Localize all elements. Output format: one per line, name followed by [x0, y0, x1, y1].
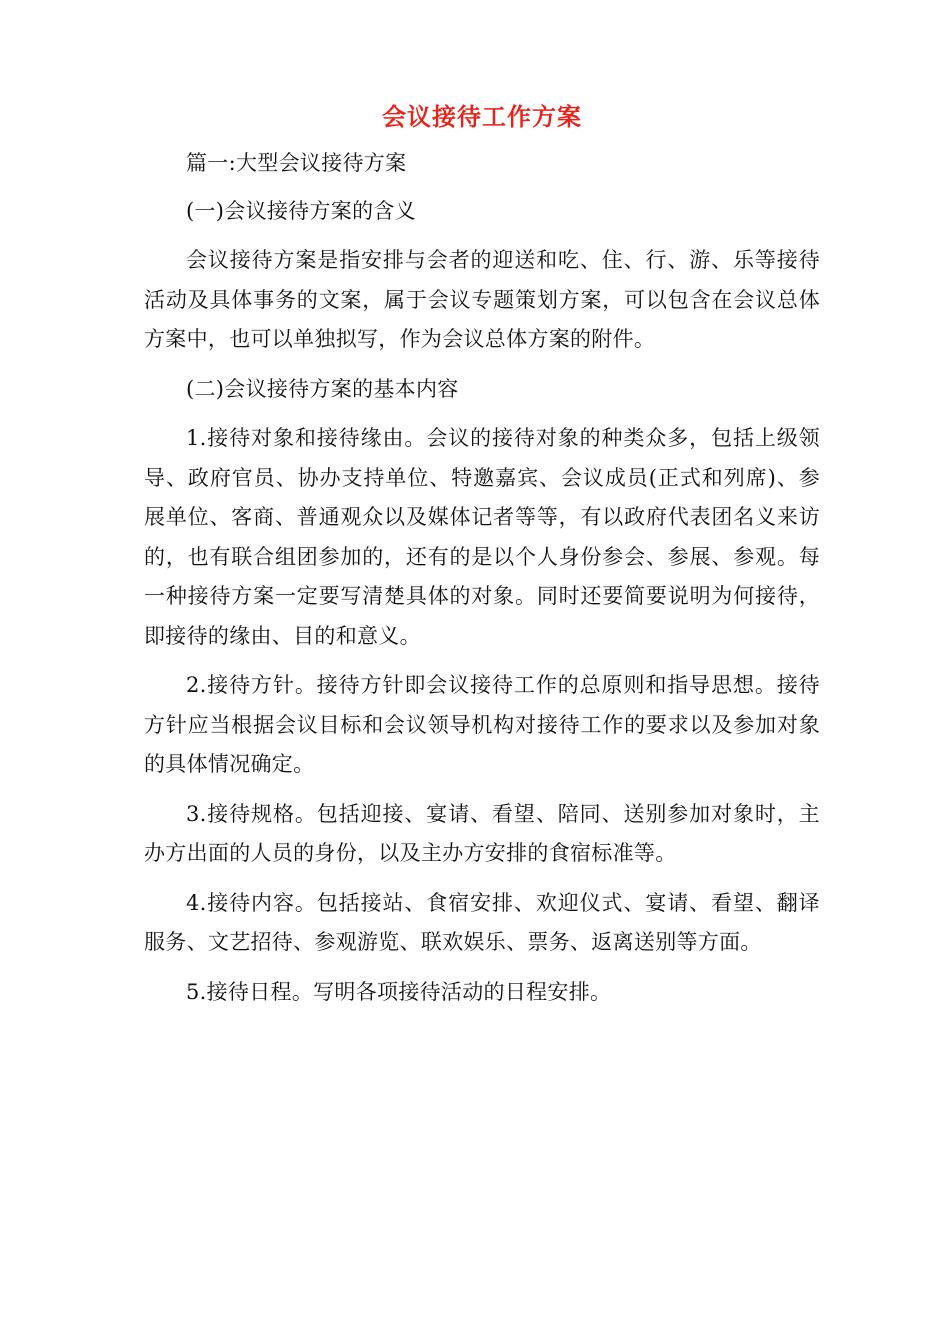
document-title: 会议接待工作方案: [382, 102, 582, 131]
body-paragraph: 5.接待日程。写明各项接待活动的日程安排。: [186, 979, 612, 1004]
body-paragraph: 1.接待对象和接待缘由。会议的接待对象的种类众多，包括上级领导、政府官员、协办支持单位、特邀嘉宾、会议成员(正式和列席)、参展单位、客商、普通观众以及媒体记者等等，有以政府代表团名义来访的，也有联合组团参加的，还有的是以个人身份参会、参展、参观。每一种接待方案一定要写清楚具体的对象。同时还要简要说明为何接待，即接待的缘由、目的和意义。: [144, 426, 820, 648]
body-paragraph: 2.接待方针。接待方针即会议接待工作的总原则和指导思想。接待方针应当根据会议目标和会议领导机构对接待工作的要求以及参加对象的具体情况确定。: [144, 673, 820, 776]
body-paragraph: 3.接待规格。包括迎接、宴请、看望、陪同、送别参加对象时，主办方出面的人员的身份，以及主办方安排的食宿标准等。: [144, 801, 820, 865]
section-heading: 篇一:大型会议接待方案: [186, 151, 407, 175]
subsection-heading: (二)会议接待方案的基本内容: [186, 376, 459, 401]
body-paragraph: 会议接待方案是指安排与会者的迎送和吃、住、行、游、乐等接待活动及具体事务的文案，属于会议专题策划方案，可以包含在会议总体方案中，也可以单独拟写，作为会议总体方案的附件。: [144, 248, 820, 351]
body-paragraph: 4.接待内容。包括接站、食宿安排、欢迎仪式、宴请、看望、翻译服务、文艺招待、参观游览、联欢娱乐、票务、返离送别等方面。: [144, 890, 820, 954]
subsection-heading: (一)会议接待方案的含义: [186, 198, 416, 223]
